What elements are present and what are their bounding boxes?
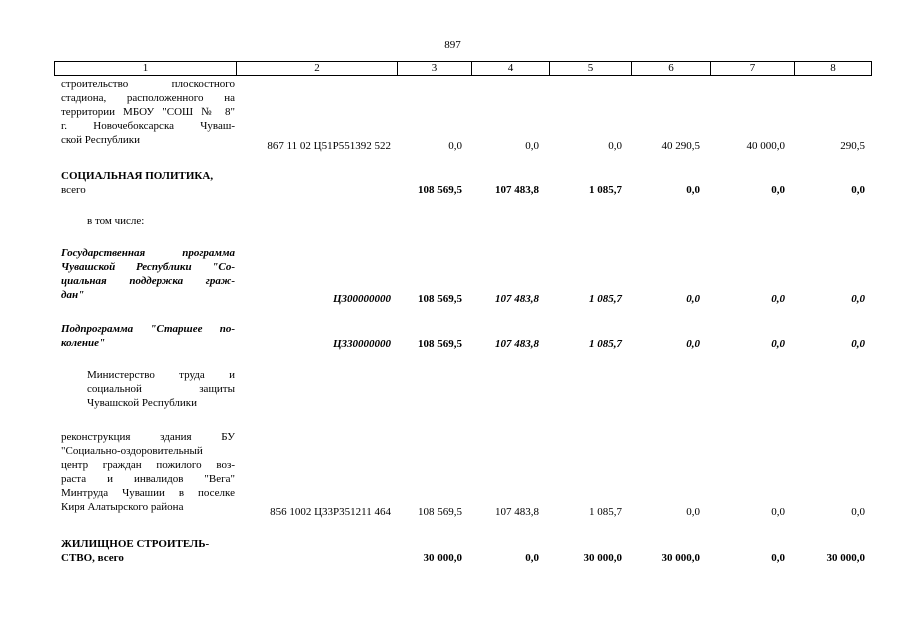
value-col-7: 0,0 xyxy=(771,552,785,564)
header-col-3: 3 xyxy=(398,62,472,76)
header-col-1: 1 xyxy=(55,62,237,76)
value-col-6: 0,0 xyxy=(686,506,700,518)
value-col-5: 0,0 xyxy=(608,140,622,152)
row-description xyxy=(61,246,235,302)
value-col-8: 0,0 xyxy=(851,293,865,305)
header-col-7: 7 xyxy=(711,62,795,76)
value-col-3: 108 569,5 xyxy=(418,506,462,518)
value-col-8: 0,0 xyxy=(851,338,865,350)
header-col-4: 4 xyxy=(472,62,550,76)
header-col-8: 8 xyxy=(795,62,872,76)
value-col-7: 0,0 xyxy=(771,184,785,196)
header-col-6: 6 xyxy=(632,62,711,76)
value-col-8: 290,5 xyxy=(840,140,865,152)
value-col-4: 107 483,8 xyxy=(495,338,539,350)
description-line: реконструкция здания БУ xyxy=(61,431,235,443)
description-line: "Социально-оздоровительный xyxy=(61,445,203,457)
value-col-8: 0,0 xyxy=(851,184,865,196)
value-col-5: 1 085,7 xyxy=(589,184,622,196)
page-number: 897 xyxy=(444,39,461,51)
description-line: коление" xyxy=(61,337,106,349)
header-col-2: 2 xyxy=(237,62,398,76)
description-line: циальная поддержка граж- xyxy=(61,275,235,287)
description-line: стадиона, расположенного на xyxy=(61,92,235,104)
column-number-header xyxy=(54,61,872,76)
description-line: Подпрограмма "Старшее по- xyxy=(61,323,235,335)
value-col-5: 30 000,0 xyxy=(583,552,622,564)
value-col-4: 107 483,8 xyxy=(495,184,539,196)
description-line: Чувашской Республики xyxy=(87,397,198,409)
value-col-3: 108 569,5 xyxy=(418,293,462,305)
value-col-4: 107 483,8 xyxy=(495,293,539,305)
description-line: Чувашской Республики "Со- xyxy=(61,261,235,273)
description-line: строительство плоскостного xyxy=(61,78,235,90)
description-line: всего xyxy=(61,184,86,196)
value-col-6: 0,0 xyxy=(686,184,700,196)
value-col-3: 30 000,0 xyxy=(423,552,462,564)
row-description xyxy=(61,214,235,228)
description-line: Киря Алатырского района xyxy=(61,501,184,513)
row-description xyxy=(61,537,235,565)
value-col-7: 0,0 xyxy=(771,293,785,305)
value-col-6: 30 000,0 xyxy=(661,552,700,564)
value-col-3: 108 569,5 xyxy=(418,338,462,350)
description-line: центр граждан пожилого воз- xyxy=(61,459,235,471)
value-col-8: 0,0 xyxy=(851,506,865,518)
budget-code: Ц330000000 xyxy=(332,338,391,350)
row-description xyxy=(61,169,235,197)
description-line: социальной защиты xyxy=(87,383,235,395)
value-col-4: 0,0 xyxy=(525,140,539,152)
description-line: Министерство труда и xyxy=(87,369,235,381)
budget-code: 867 11 02 Ц51P551392 522 xyxy=(267,140,391,152)
value-col-5: 1 085,7 xyxy=(589,338,622,350)
description-line: ЖИЛИЩНОЕ СТРОИТЕЛЬ- xyxy=(61,538,210,550)
value-col-3: 108 569,5 xyxy=(418,184,462,196)
description-line: СОЦИАЛЬНАЯ ПОЛИТИКА, xyxy=(61,170,214,182)
description-line: дан" xyxy=(61,289,85,301)
budget-code: Ц300000000 xyxy=(332,293,391,305)
value-col-4: 107 483,8 xyxy=(495,506,539,518)
value-col-3: 0,0 xyxy=(448,140,462,152)
value-col-5: 1 085,7 xyxy=(589,293,622,305)
row-description xyxy=(61,77,235,147)
description-line: раста и инвалидов "Вега" xyxy=(61,473,235,485)
description-line: г. Новочебоксарска Чуваш- xyxy=(61,120,235,132)
value-col-7: 0,0 xyxy=(771,338,785,350)
description-line: территории МБОУ "СОШ № 8" xyxy=(61,106,235,118)
value-col-6: 40 290,5 xyxy=(661,140,700,152)
header-col-5: 5 xyxy=(550,62,632,76)
value-col-8: 30 000,0 xyxy=(826,552,865,564)
value-col-6: 0,0 xyxy=(686,293,700,305)
description-line: ской Республики xyxy=(61,134,140,146)
row-description xyxy=(61,430,235,514)
row-description xyxy=(61,322,235,350)
row-description xyxy=(61,368,235,410)
description-line: Государственная программа xyxy=(61,247,235,259)
value-col-7: 40 000,0 xyxy=(746,140,785,152)
description-line: в том числе: xyxy=(87,215,145,227)
description-line: СТВО, всего xyxy=(61,552,124,564)
value-col-5: 1 085,7 xyxy=(589,506,622,518)
value-col-6: 0,0 xyxy=(686,338,700,350)
description-line: Минтруда Чувашии в поселке xyxy=(61,487,235,499)
budget-code: 856 1002 Ц33P351211 464 xyxy=(270,506,391,518)
value-col-4: 0,0 xyxy=(525,552,539,564)
value-col-7: 0,0 xyxy=(771,506,785,518)
